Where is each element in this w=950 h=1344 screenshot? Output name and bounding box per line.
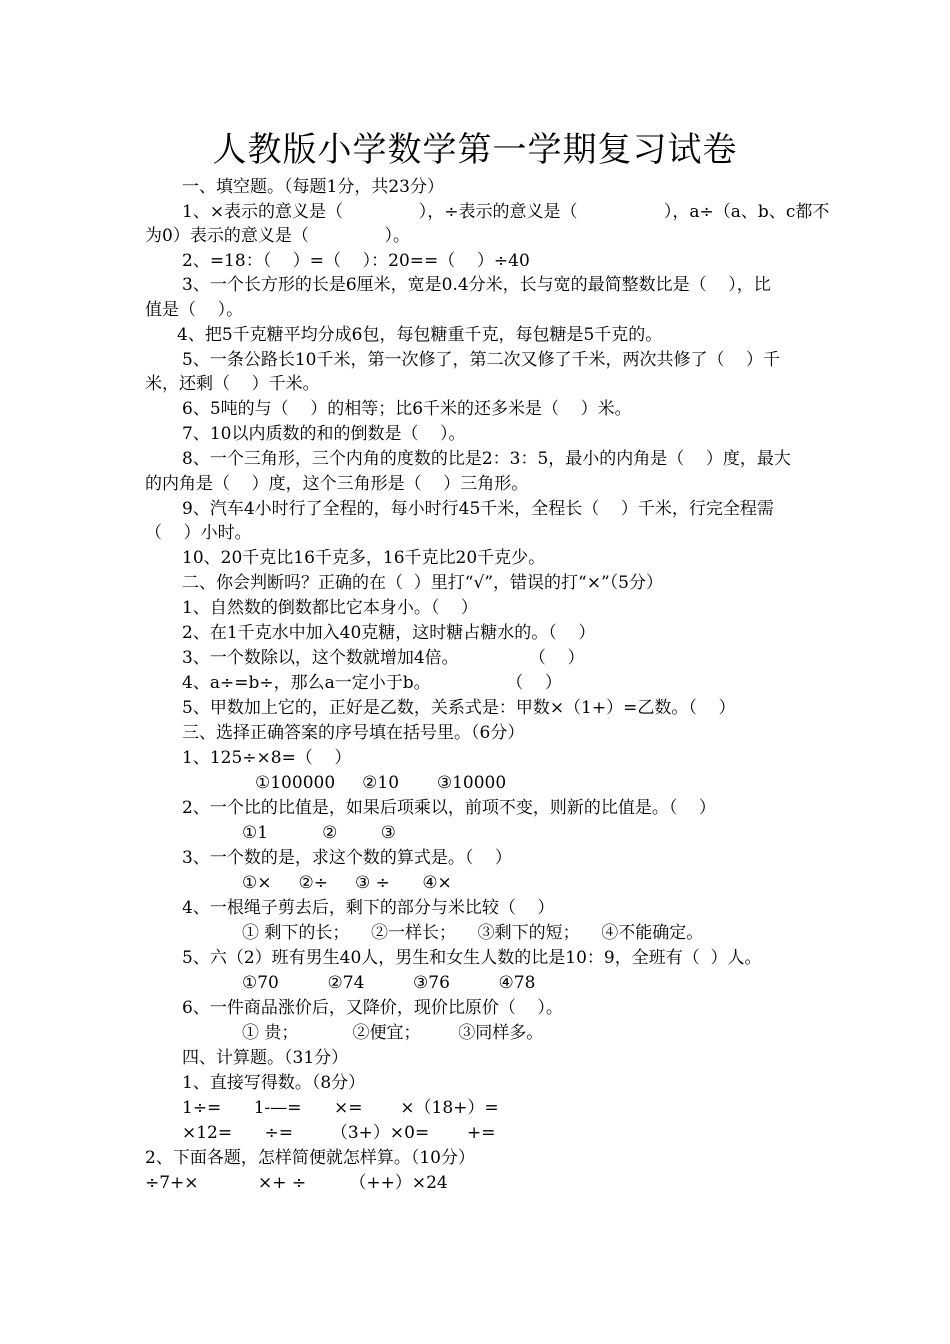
question-line: 2、=18：（ ）=（ ）：20==（ ）÷40 [182,251,530,271]
question-line: 2、下面各题，怎样简便就怎样算。（10分） [145,1148,475,1168]
question-line: 2、在1千克水中加入40克糖，这时糖占糖水的。（ ） [182,623,596,643]
question-line: 2、一个比的比值是，如果后项乘以，前项不变，则新的比值是。（ ） [182,798,716,818]
section-heading-multiple-choice: 三、选择正确答案的序号填在括号里。（6分） [182,723,525,743]
question-line: 米，还剩（ ）千米。 [145,374,320,394]
question-line: 的内角是（ ）度，这个三角形是（ ）三角形。 [145,474,529,494]
answer-options: ①× ②÷ ③ ÷ ④× [242,873,452,893]
answer-options: ① 剩下的长； ②一样长； ③剩下的短； ④不能确定。 [242,923,704,943]
question-line: 5、六（2）班有男生40人，男生和女生人数的比是10：9，全班有（ ）人。 [182,948,762,968]
question-line: 4、一根绳子剪去后，剩下的部分与米比较（ ） [182,898,555,918]
question-line: 5、一条公路长10千米，第一次修了，第二次又修了千米，两次共修了（ ）千 [182,350,781,370]
question-line: 1、自然数的倒数都比它本身小。（ ） [182,598,478,618]
section-heading-fill-blank: 一、填空题。（每题1分，共23分） [182,177,444,197]
calculation-line: ×12= ÷= （3+）×0= += [182,1123,496,1143]
question-line: 7、10以内质数的和的倒数是（ ）。 [182,424,466,444]
answer-options: ① 贵； ②便宜； ③同样多。 [242,1023,544,1043]
section-heading-calculation: 四、计算题。（31分） [182,1048,349,1068]
question-line: 1、直接写得数。（8分） [182,1073,366,1093]
question-line: 6、5吨的与（ ）的相等；比6千米的还多米是（ ）米。 [182,399,632,419]
question-line: 10、20千克比16千克多，16千克比20千克少。 [182,548,546,568]
question-line: 1、×表示的意义是（ ），÷表示的意义是（ ），a÷（a、b、c都不 [182,202,830,222]
section-heading-true-false: 二、你会判断吗？正确的在（ ）里打“√”，错误的打“×”（5分） [182,573,663,593]
question-line: 值是（ ）。 [145,300,244,320]
question-line: 5、甲数加上它的，正好是乙数，关系式是：甲数×（1+）=乙数。（ ） [182,698,736,718]
question-line: 9、汽车4小时行了全程的，每小时行45千米，全程长（ ）千米，行完全程需 [182,499,774,519]
question-line: 6、一件商品涨价后，又降价，现价比原价（ ）。 [182,998,563,1018]
question-line: 4、a÷=b÷，那么a一定小于b。 （ ） [182,673,562,693]
question-line: 1、125÷×8=（ ） [182,748,352,768]
answer-options: ①100000 ②10 ③10000 [255,773,507,793]
answer-options: ①70 ②74 ③76 ④78 [242,973,536,993]
question-line: 为0）表示的意义是（ ）。 [145,226,410,246]
calculation-line: ÷7+× ×+ ÷ （++）×24 [145,1173,448,1193]
question-line: 3、一个长方形的长是6厘米，宽是0.4分米，长与宽的最简整数比是（ ），比 [182,275,771,295]
question-line: 3、一个数除以，这个数就增加4倍。 （ ） [182,648,585,668]
question-line: （ ）小时。 [145,523,252,543]
calculation-line: 1÷= 1-—= ×= ×（18+）= [182,1098,499,1118]
answer-options: ①1 ② ③ [242,823,396,843]
question-line: 3、一个数的是，求这个数的算式是。（ ） [182,848,512,868]
question-line: 8、一个三角形，三个内角的度数的比是2：3：5，最小的内角是（ ）度，最大 [182,449,791,469]
exam-title: 人教版小学数学第一学期复习试卷 [212,130,738,170]
question-line: 4、把5千克糖平均分成6包，每包糖重千克，每包糖是5千克的。 [177,325,663,345]
